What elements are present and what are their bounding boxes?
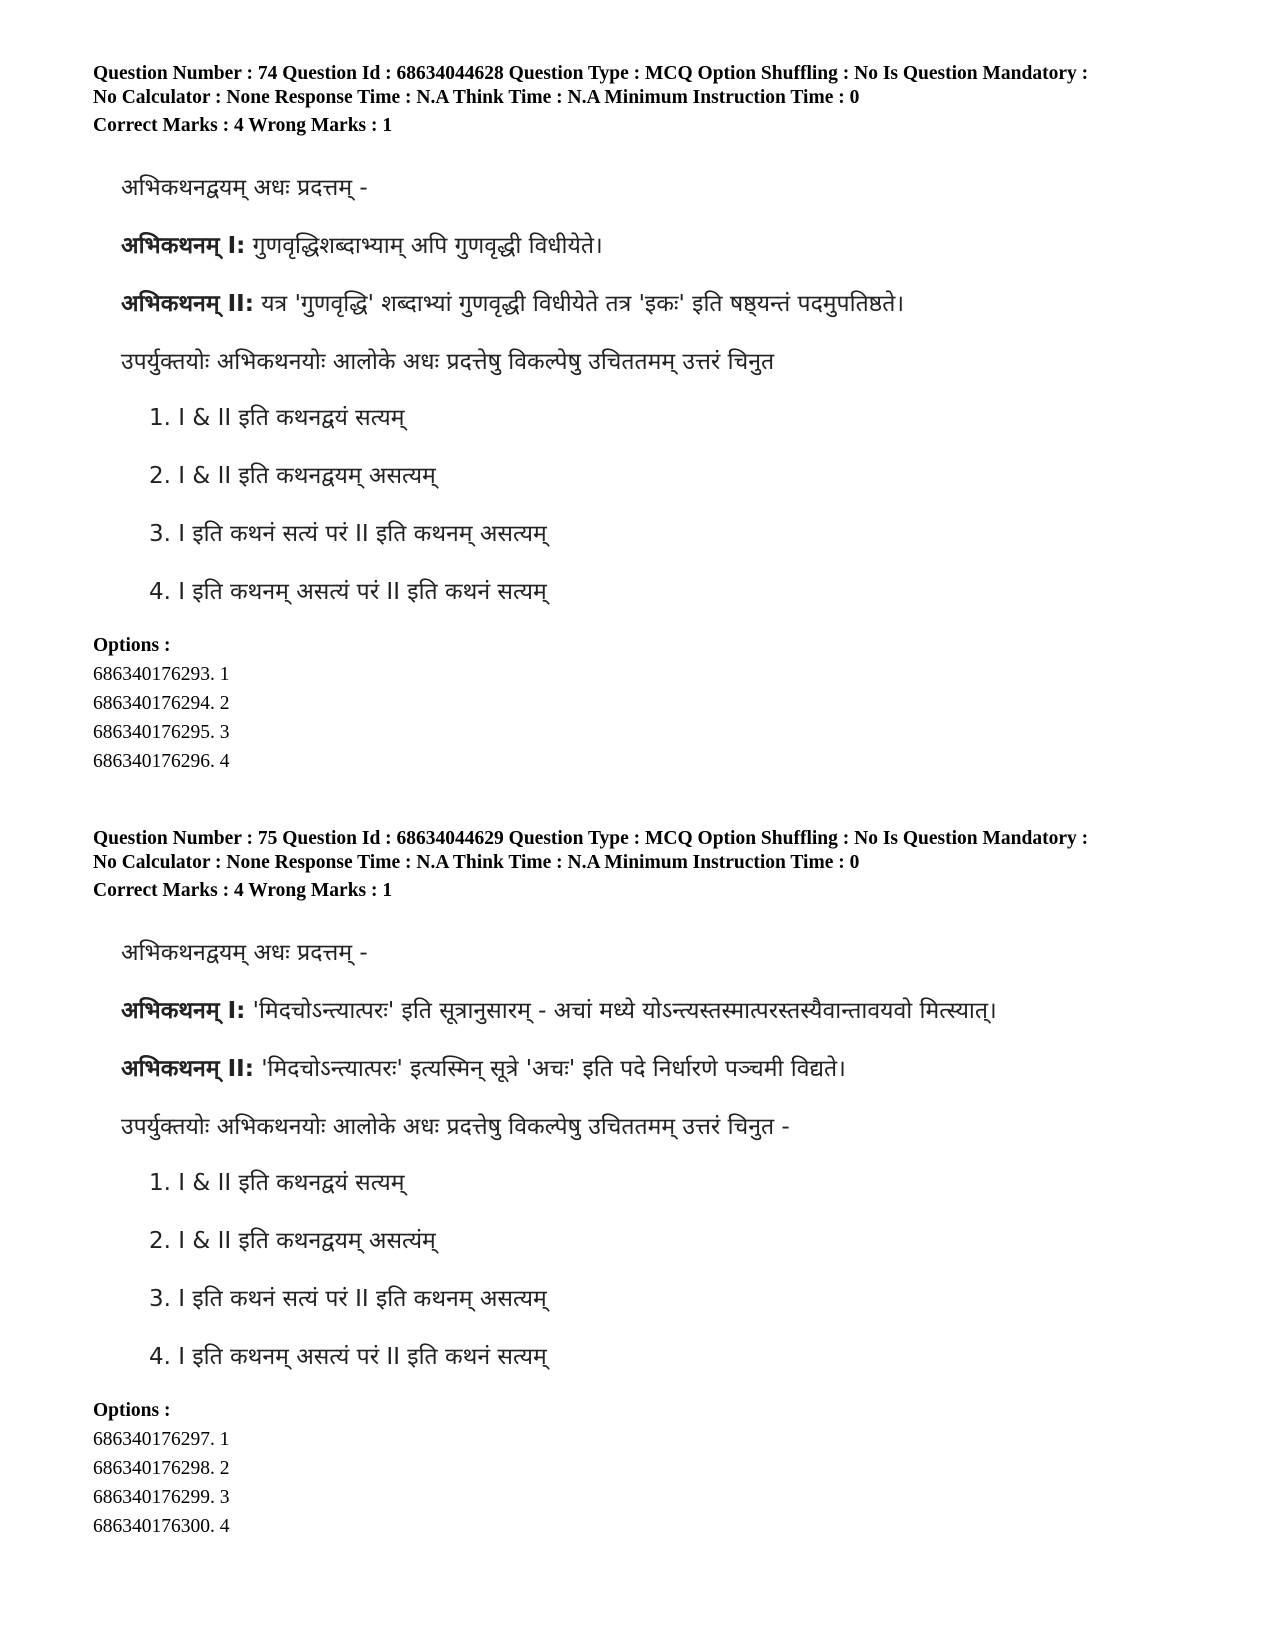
statement-label: अभिकथनम् II:	[121, 1056, 254, 1082]
option-id: 686340176298. 2	[93, 1458, 230, 1479]
statement-2	[121, 1051, 1213, 1081]
options-heading: Options :	[93, 1400, 171, 1421]
choice-item: 4. I इति कथनम् असत्यं परं II इति कथनं सत्यम्	[149, 1344, 547, 1370]
question-meta	[93, 827, 1213, 903]
question-stem: अभिकथनद्वयम् अधः प्रदत्तम् -	[121, 175, 368, 201]
question-meta-line: Question Number : 75 Question Id : 68634044629 Question Type : MCQ Option Shuffling : No Is Question Mandatory :	[93, 828, 1089, 849]
option-id: 686340176296. 4	[93, 751, 230, 772]
question-instruction: उपर्युक्तयोः अभिकथनयोः आलोके अधः प्रदत्तेषु विकल्पेषु उचिततमम् उत्तरं चिनुत -	[121, 1114, 790, 1140]
question-marks: Correct Marks : 4 Wrong Marks : 1	[93, 115, 393, 136]
choice-item: 2. I & II इति कथनद्वयम् असत्यम्	[149, 463, 436, 489]
choice-list	[149, 400, 1213, 604]
question-block	[93, 827, 1213, 1541]
statement-label: अभिकथनम् II:	[121, 291, 254, 317]
statement-2	[121, 286, 1213, 316]
question-meta-line: Question Number : 74 Question Id : 68634044628 Question Type : MCQ Option Shuffling : No Is Question Mandatory :	[93, 63, 1089, 84]
choice-item: 4. I इति कथनम् असत्यं परं II इति कथनं सत्यम्	[149, 579, 547, 605]
statement-text: 'मिदचोऽन्त्यात्परः' इति सूत्रानुसारम् - अचां मध्ये योऽन्त्यस्तस्मात्परस्तस्यैवान्तावयवो मित्स्यात्।	[245, 998, 997, 1024]
choice-list	[149, 1165, 1213, 1369]
choice-item: 3. I इति कथनं सत्यं परं II इति कथनम् असत्यम्	[149, 521, 547, 547]
option-id: 686340176294. 2	[93, 693, 230, 714]
question-meta-line: No Calculator : None Response Time : N.A Think Time : N.A Minimum Instruction Time : 0	[93, 87, 860, 108]
question-body	[121, 935, 1213, 1369]
statement-1	[121, 228, 1213, 258]
statement-label: अभिकथनम् I:	[121, 233, 246, 259]
option-id: 686340176297. 1	[93, 1429, 230, 1450]
option-id: 686340176293. 1	[93, 664, 230, 685]
question-block	[93, 62, 1213, 776]
statement-label: अभिकथनम् I:	[121, 998, 246, 1024]
question-marks: Correct Marks : 4 Wrong Marks : 1	[93, 880, 393, 901]
choice-item: 3. I इति कथनं सत्यं परं II इति कथनम् असत्यम्	[149, 1286, 547, 1312]
question-body	[121, 170, 1213, 604]
choice-item: 1. I & II इति कथनद्वयं सत्यम्	[149, 405, 405, 431]
question-meta-line: No Calculator : None Response Time : N.A Think Time : N.A Minimum Instruction Time : 0	[93, 852, 860, 873]
statement-text: गुणवृद्धिशब्दाभ्याम् अपि गुणवृद्धी विधीयेते।	[245, 233, 603, 259]
question-meta	[93, 62, 1213, 138]
statement-text: यत्र 'गुणवृद्धि' शब्दाभ्यां गुणवृद्धी विधीयेते तत्र 'इकः' इति षष्ठ्यन्तं पदमुपतिष्ठते।	[253, 291, 905, 317]
question-instruction: उपर्युक्तयोः अभिकथनयोः आलोके अधः प्रदत्तेषु विकल्पेषु उचिततमम् उत्तरं चिनुत	[121, 349, 775, 375]
question-stem: अभिकथनद्वयम् अधः प्रदत्तम् -	[121, 940, 368, 966]
option-id: 686340176295. 3	[93, 722, 230, 743]
choice-item: 1. I & II इति कथनद्वयं सत्यम्	[149, 1170, 405, 1196]
option-id: 686340176300. 4	[93, 1516, 230, 1537]
choice-item: 2. I & II इति कथनद्वयम् असत्यंम्	[149, 1228, 436, 1254]
option-id: 686340176299. 3	[93, 1487, 230, 1508]
statement-text: 'मिदचोऽन्त्यात्परः' इत्यस्मिन् सूत्रे 'अचः' इति पदे निर्धारणे पञ्चमी विद्यते।	[253, 1056, 846, 1082]
options-heading: Options :	[93, 635, 171, 656]
statement-1	[121, 993, 1213, 1023]
